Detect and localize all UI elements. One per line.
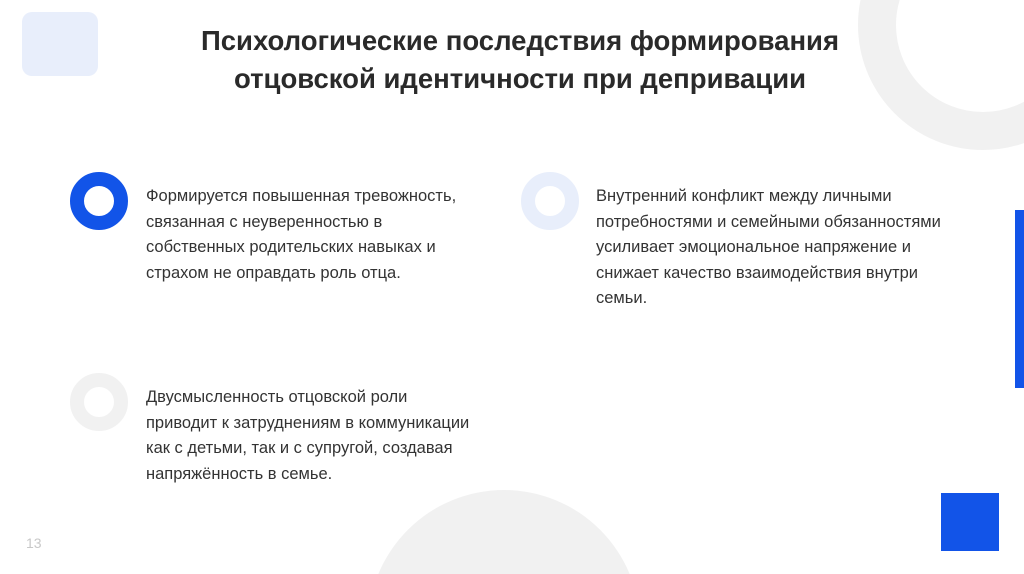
title-line-1: Психологические последствия формирования bbox=[200, 25, 840, 56]
bullet-ring-icon bbox=[70, 172, 128, 230]
point-text-3: Двусмысленность отцовской роли приводит к затруднениям в коммуникации как с детьми, так и с супругой, создавая напряжённость в семье. bbox=[146, 388, 470, 483]
page-number: 13 bbox=[26, 535, 42, 551]
decorative-circle-bottom bbox=[368, 490, 640, 574]
point-text-1: Формируется повышенная тревожность, связанная с неуверенностью в собственных родительских навыках и страхом не оправдать роль отца. bbox=[146, 187, 457, 282]
bullet-ring-icon bbox=[521, 172, 579, 230]
slide-title bbox=[120, 22, 920, 98]
decorative-square-top-left bbox=[22, 12, 98, 76]
decorative-bar-right bbox=[1015, 210, 1024, 388]
point-text-2: Внутренний конфликт между личными потребностями и семейными обязанностями усиливает эмоциональное напряжение и снижает качество взаимодействия внутри семьи. bbox=[596, 187, 941, 307]
bullet-ring-icon bbox=[70, 373, 128, 431]
decorative-square-bottom-right bbox=[941, 493, 999, 551]
title-line-2: отцовской идентичности при депривации bbox=[233, 63, 807, 94]
